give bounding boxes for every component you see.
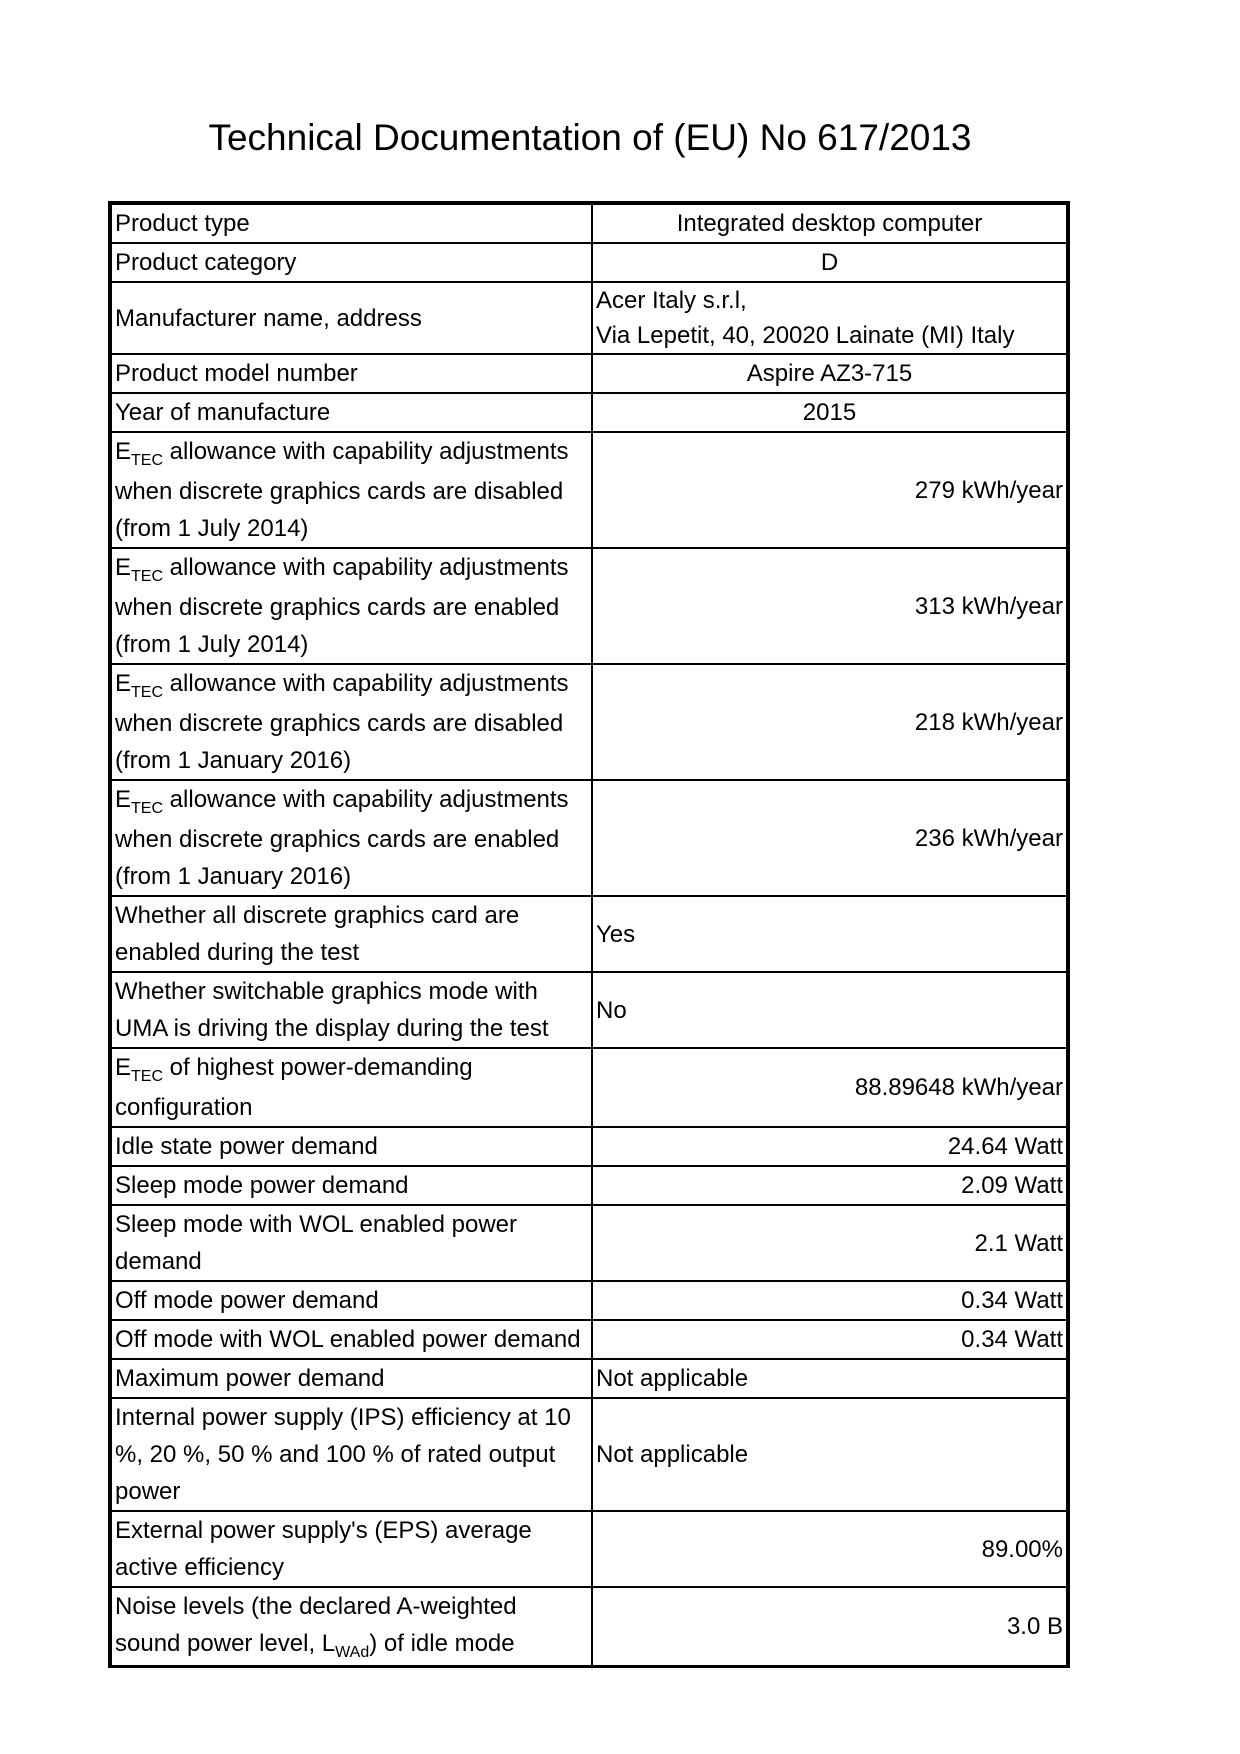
row-value: 2.09 Watt <box>592 1166 1068 1205</box>
row-label <box>110 1587 592 1667</box>
row-label: Off mode power demand <box>110 1281 592 1320</box>
table-row <box>110 1166 1068 1205</box>
label-subscript: TEC <box>131 800 164 817</box>
table-row <box>110 1359 1068 1398</box>
row-label <box>110 780 592 896</box>
row-label <box>110 664 592 780</box>
row-value: 0.34 Watt <box>592 1320 1068 1359</box>
row-label: Sleep mode power demand <box>110 1166 592 1205</box>
label-prefix: E <box>115 670 132 697</box>
row-value: 2.1 Watt <box>592 1205 1068 1281</box>
row-value: Not applicable <box>592 1359 1068 1398</box>
table-row <box>110 1587 1068 1667</box>
table-row <box>110 432 1068 548</box>
row-value: 24.64 Watt <box>592 1127 1068 1166</box>
table-row <box>110 1511 1068 1587</box>
table-row <box>110 1320 1068 1359</box>
row-label: External power supply's (EPS) average active efficiency <box>110 1511 592 1587</box>
table-row <box>110 282 1068 354</box>
row-value: Integrated desktop computer <box>592 203 1068 243</box>
label-text: allowance with capability adjustments when discrete graphics cards are enabled (from 1 January 2016) <box>115 786 569 890</box>
row-label: Internal power supply (IPS) efficiency at 10 %, 20 %, 50 % and 100 % of rated output power <box>110 1398 592 1511</box>
label-text: allowance with capability adjustments when discrete graphics cards are disabled (from 1 July 2014) <box>115 438 569 542</box>
row-value: Aspire AZ3-715 <box>592 354 1068 393</box>
row-label: Product model number <box>110 354 592 393</box>
row-value: 218 kWh/year <box>592 664 1068 780</box>
table-row <box>110 972 1068 1048</box>
row-value: 3.0 B <box>592 1587 1068 1667</box>
table-row <box>110 1205 1068 1281</box>
row-value: No <box>592 972 1068 1048</box>
row-label: Idle state power demand <box>110 1127 592 1166</box>
label-prefix: E <box>115 786 132 813</box>
page-title: Technical Documentation of (EU) No 617/2013 <box>208 117 972 158</box>
row-label: Year of manufacture <box>110 393 592 432</box>
row-value: 236 kWh/year <box>592 780 1068 896</box>
table-row <box>110 393 1068 432</box>
label-subscript: TEC <box>131 568 164 585</box>
row-label: Manufacturer name, address <box>110 282 592 354</box>
row-label: Whether all discrete graphics card are enabled during the test <box>110 896 592 972</box>
row-label <box>110 1048 592 1127</box>
label-subscript: TEC <box>131 452 164 469</box>
manufacturer-name: Acer Italy s.r.l, <box>596 287 747 314</box>
label-text: allowance with capability adjustments when discrete graphics cards are disabled (from 1 January 2016) <box>115 670 569 774</box>
row-value: 0.34 Watt <box>592 1281 1068 1320</box>
label-subscript: WAd <box>335 1644 370 1661</box>
table-row <box>110 548 1068 664</box>
label-prefix: E <box>115 438 132 465</box>
row-label: Product type <box>110 203 592 243</box>
row-value: D <box>592 243 1068 282</box>
table-row <box>110 1048 1068 1127</box>
row-label <box>110 548 592 664</box>
table-row <box>110 1398 1068 1511</box>
label-subscript: TEC <box>131 684 164 701</box>
row-value <box>592 282 1068 354</box>
table-row <box>110 203 1068 243</box>
label-text: of highest power-demanding configuration <box>115 1054 473 1121</box>
row-label: Sleep mode with WOL enabled power demand <box>110 1205 592 1281</box>
label-text-end: ) of idle mode <box>369 1630 515 1657</box>
row-label: Whether switchable graphics mode with UMA is driving the display during the test <box>110 972 592 1048</box>
table-row <box>110 896 1068 972</box>
label-text: Noise levels (the declared A-weighted sound power level, L <box>115 1593 517 1657</box>
label-prefix: E <box>115 554 132 581</box>
row-label: Product category <box>110 243 592 282</box>
manufacturer-address: Via Lepetit, 40, 20020 Lainate (MI) Italy <box>596 322 1015 349</box>
label-subscript: TEC <box>131 1068 164 1085</box>
table-row <box>110 664 1068 780</box>
table-row <box>110 1127 1068 1166</box>
label-text: allowance with capability adjustments when discrete graphics cards are enabled (from 1 July 2014) <box>115 554 569 658</box>
table-row <box>110 243 1068 282</box>
table-row <box>110 1281 1068 1320</box>
row-value: 2015 <box>592 393 1068 432</box>
label-prefix: E <box>115 1054 132 1081</box>
row-label: Maximum power demand <box>110 1359 592 1398</box>
row-value: 313 kWh/year <box>592 548 1068 664</box>
table-row <box>110 354 1068 393</box>
row-value: Not applicable <box>592 1398 1068 1511</box>
row-label: Off mode with WOL enabled power demand <box>110 1320 592 1359</box>
row-label <box>110 432 592 548</box>
spec-table <box>108 201 1070 1668</box>
row-value: 88.89648 kWh/year <box>592 1048 1068 1127</box>
row-value: 89.00% <box>592 1511 1068 1587</box>
row-value: Yes <box>592 896 1068 972</box>
row-value: 279 kWh/year <box>592 432 1068 548</box>
table-row <box>110 780 1068 896</box>
